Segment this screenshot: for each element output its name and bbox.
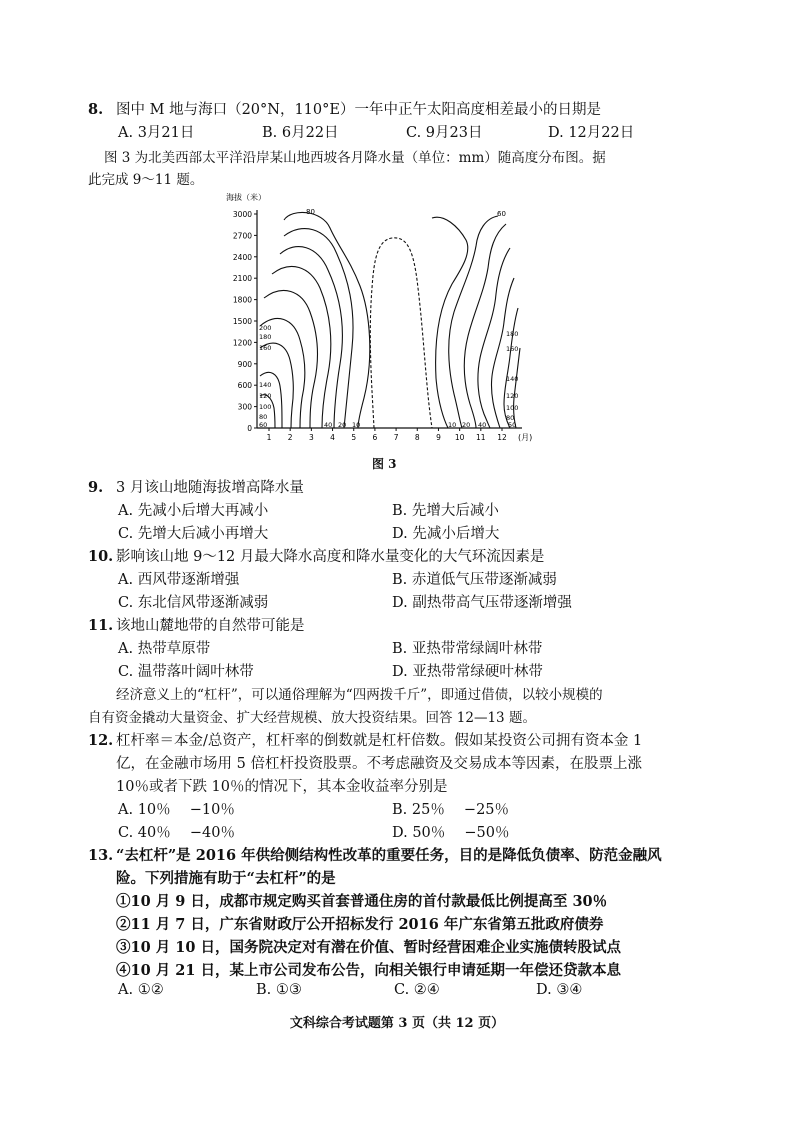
contour-label: 160 [259, 344, 272, 352]
contour-label: 60 [497, 210, 506, 218]
y-tick-label: 3000 [232, 210, 252, 219]
statement-3: ③10 月 10 日，国务院决定对有潜在价值、暂时经营困难企业实施债转股试点 [116, 939, 621, 956]
question-12 [88, 729, 642, 750]
contour-labels-left [259, 324, 271, 429]
question-13 [88, 844, 662, 865]
statement-2: ②11 月 7 日，广东省财政厅公开招标发行 2016 年广东省第五批政府债券 [116, 916, 604, 933]
contour-label: 80 [306, 208, 315, 216]
x-axis-unit: (月) [518, 433, 533, 442]
contour-label: 20 [462, 421, 471, 429]
option-c: C. 东北信风带逐渐减弱 [118, 595, 269, 611]
x-tick-label: 8 [414, 433, 420, 442]
question-stem: 3 月该山地随海拔增高降水量 [116, 480, 304, 496]
option-a: A. ①② [118, 982, 164, 998]
figure-caption: 图 3 [372, 457, 397, 471]
x-tick-label: 12 [497, 433, 507, 442]
contour-label: 10 [352, 421, 361, 429]
dashed-contour-line [370, 238, 432, 428]
contour-labels-right [506, 330, 518, 429]
x-tick-label: 5 [351, 433, 357, 442]
y-tick-label: 300 [237, 402, 252, 412]
option-a: A. 西风带逐渐增强 [118, 572, 240, 588]
contour-label: 140 [259, 381, 272, 389]
option-d: D. 50％ −50％ [392, 825, 510, 841]
question-11 [88, 614, 305, 635]
contour-label: 100 [259, 403, 272, 411]
option-d: D. 亚热带常绿硬叶林带 [392, 664, 543, 680]
option-d: D. ③④ [536, 982, 583, 998]
y-tick-label: 1200 [232, 338, 252, 348]
contour-label: 100 [506, 404, 519, 412]
contour-line [464, 224, 506, 428]
contour-line [514, 348, 520, 428]
contours-left [260, 212, 370, 428]
x-tick-label: 2 [287, 433, 293, 442]
statement-1: ①10 月 9 日，成都市规定购买首套普通住房的首付款最低比例提高至 30％ [116, 893, 608, 910]
option-c: C. 先增大后减小再增大 [118, 526, 269, 542]
question-number: 10. [88, 548, 114, 565]
question-stem: 该地山麓地带的自然带可能是 [116, 618, 305, 634]
contour-label: 180 [506, 330, 519, 338]
contour-label: 60 [259, 421, 268, 429]
contour-label: 120 [259, 392, 272, 400]
question-10 [88, 545, 544, 566]
contour-label: 40 [478, 421, 487, 429]
question-8 [88, 98, 601, 119]
question-stem: 影响该山地 9～12 月最大降水高度和降水量变化的大气环流因素是 [116, 549, 545, 565]
intro-paragraph-line2: 此完成 9～11 题。 [88, 172, 204, 188]
contour-label: 80 [506, 414, 515, 422]
y-tick-label: 0 [247, 424, 252, 433]
x-tick-label: 7 [393, 433, 399, 442]
y-axis-title: 海拔（米） [226, 193, 266, 202]
figure-3-contour-chart [222, 188, 540, 448]
option-b: B. 先增大后减小 [392, 503, 499, 519]
contour-label: 140 [506, 375, 519, 383]
contour-label: 80 [259, 413, 268, 421]
option-d: D. 12月22日 [548, 125, 635, 141]
contour-label: 40 [324, 421, 333, 429]
y-tick-label: 900 [237, 359, 252, 369]
contour-label: 160 [506, 345, 519, 353]
option-b: B. 6月22日 [262, 125, 339, 141]
question-stem-line2: 亿，在金融市场用 5 倍杠杆投资股票。不考虑融资及交易成本等因素，在股票上涨 [116, 756, 642, 772]
y-tick-label: 2700 [232, 231, 252, 241]
intro-paragraph-line2: 自有资金撬动大量资金、扩大经营规模、放大投资结果。回答 12—13 题。 [88, 710, 536, 726]
question-stem-line2: 险。下列措施有助于“去杠杆”的是 [116, 870, 336, 887]
option-c: C. ②④ [394, 982, 440, 998]
statement-4: ④10 月 21 日，某上市公司发布公告，向相关银行申请延期一年偿还贷款本息 [116, 962, 621, 979]
y-tick-label: 2100 [232, 274, 252, 284]
question-number: 13. [88, 847, 114, 864]
option-b: B. 25％ −25％ [392, 802, 510, 818]
contour-line [284, 212, 370, 428]
y-tick-label: 2400 [232, 252, 252, 262]
question-stem-line3: 10％或者下跌 10％的情况下，其本金收益率分别是 [116, 779, 448, 795]
question-number: 11. [88, 617, 114, 634]
x-tick-label: 4 [330, 433, 335, 442]
option-a: A. 先减小后增大再减小 [118, 503, 269, 519]
y-ticks [233, 210, 257, 433]
question-stem: 图中 M 地与海口（20°N，110°E）一年中正午太阳高度相差最小的日期是 [116, 102, 601, 118]
x-tick-label: 9 [436, 433, 441, 442]
contour-label: 20 [338, 421, 347, 429]
option-a: A. 3月21日 [118, 125, 195, 141]
option-a: A. 10％ −10％ [118, 802, 235, 818]
x-tick-label: 10 [454, 433, 465, 442]
contour-line [478, 248, 510, 428]
y-tick-label: 1800 [232, 295, 252, 305]
contour-label: 120 [506, 392, 519, 400]
question-stem-line1: 杠杆率＝本金/总资产，杠杆率的倒数就是杠杆倍数。假如某投资公司拥有资本金 1 [116, 733, 643, 749]
intro-paragraph-line1: 经济意义上的“杠杆”，可以通俗理解为“四两拨千斤”，即通过借债，以较小规模的 [116, 687, 603, 703]
option-b: B. 亚热带常绿阔叶林带 [392, 641, 543, 657]
contour-label: 180 [259, 333, 272, 341]
option-b: B. 赤道低气压带逐渐减弱 [392, 572, 557, 588]
intro-paragraph-line1: 图 3 为北美西部太平洋沿岸某山地西坡各月降水量（单位：mm）随高度分布图。据 [104, 150, 606, 166]
y-tick-label: 600 [237, 381, 252, 391]
question-number: 8. [88, 101, 104, 118]
x-tick-label: 6 [372, 433, 378, 442]
option-c: C. 温带落叶阔叶林带 [118, 664, 254, 680]
contour-line [432, 217, 471, 429]
x-tick-label: 1 [266, 433, 272, 442]
page-footer: 文科综合考试题第 3 页（共 12 页） [289, 1016, 505, 1031]
option-b: B. ①③ [256, 982, 302, 998]
x-tick-label: 11 [476, 433, 486, 442]
option-d: D. 副热带高气压带逐渐增强 [392, 595, 572, 611]
contour-label: 200 [259, 324, 272, 332]
option-c: C. 40％ −40％ [118, 825, 235, 841]
question-number: 9. [88, 479, 104, 496]
question-number: 12. [88, 732, 114, 749]
contour-line [264, 290, 317, 428]
option-a: A. 热带草原带 [118, 641, 211, 657]
x-ticks [267, 428, 507, 442]
option-c: C. 9月23日 [406, 125, 483, 141]
contour-label: 10 [448, 421, 457, 429]
question-stem-line1: “去杠杆”是 2016 年供给侧结构性改革的重要任务，目的是降低负债率、防范金融风 [116, 847, 662, 864]
question-9 [88, 476, 304, 497]
y-tick-label: 1500 [232, 317, 252, 326]
contour-label: 50 [508, 421, 517, 429]
x-tick-label: 3 [308, 433, 314, 442]
option-d: D. 先减小后增大 [392, 526, 500, 542]
